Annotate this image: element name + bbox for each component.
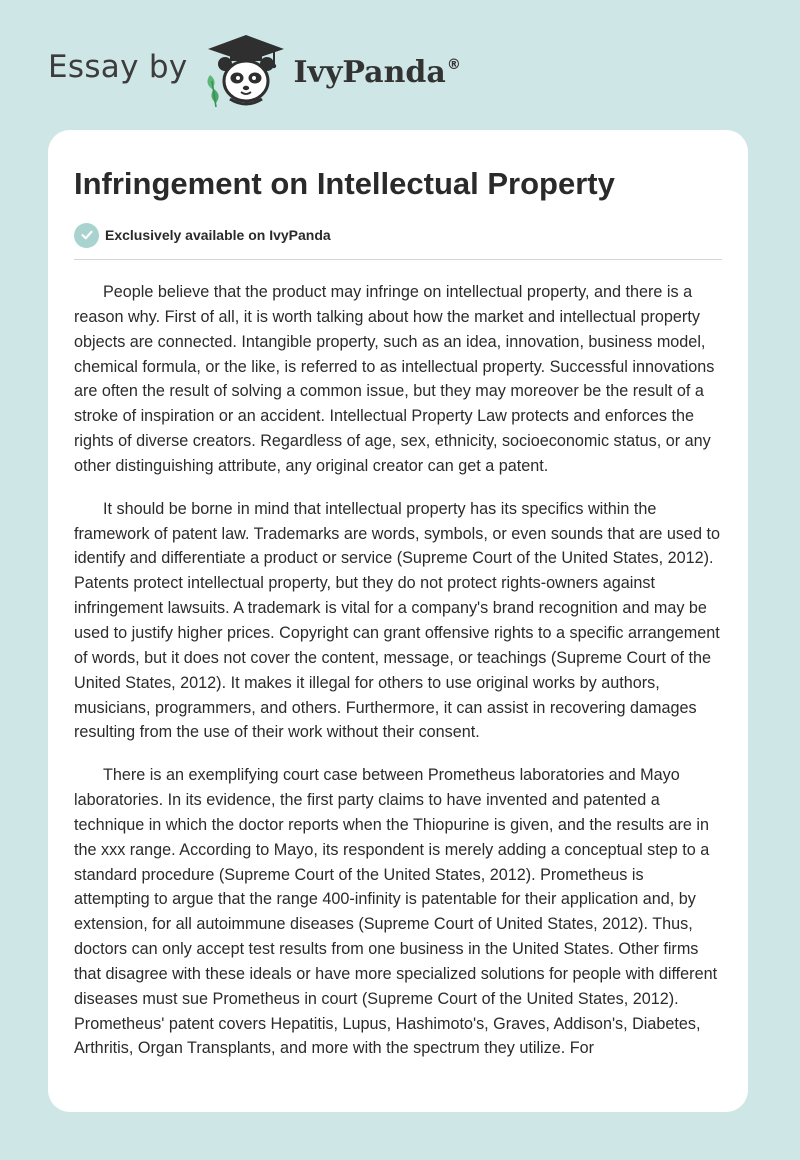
title-divider xyxy=(74,259,722,260)
check-icon xyxy=(74,223,99,248)
essay-body xyxy=(74,280,722,1061)
panda-logo-icon[interactable] xyxy=(200,31,292,109)
brand-name: IvyPanda xyxy=(293,54,446,90)
exclusive-label: Exclusively available on IvyPanda xyxy=(105,227,331,243)
ivypanda-brand[interactable] xyxy=(294,55,461,90)
exclusive-badge xyxy=(74,222,722,248)
paragraph-2: It should be borne in mind that intellectual property has its specifics within the framework of patent law. Trademarks are words, symbols, or even sounds that are used to identify and differentiate a product or service (Supreme Court of the United States, 2012). Patents protect intellectual property, but they do not protect rights-owners against infringement lawsuits. A trademark is vital for a company's brand recognition and may be used to justify higher prices. Copyright can grant offensive rights to a specific arrangement of words, but it does not cover the content, message, or teachings (Supreme Court of the United States, 2012). It makes it illegal for others to use original works by authors, musicians, programmers, and others. Furthermore, it can assist in recovering damages resulting from the use of their work without their consent. xyxy=(74,499,721,742)
essay-title: Infringement on Intellectual Property xyxy=(74,166,615,201)
registered-mark: ® xyxy=(446,56,461,73)
essay-card xyxy=(48,130,748,1112)
site-header xyxy=(48,30,461,110)
paragraph-1: People believe that the product may infringe on intellectual property, and there is a reason why. First of all, it is worth talking about how the market and intellectual property objects are connected. Intangible property, such as an idea, innovation, business model, chemical formula, or the like, is referred to as intellectual property. Successful innovations are often the result of solving a common issue, but they may moreover be the result of a stroke of inspiration or an accident. Intellectual Property Law protects and enforces the rights of diverse creators. Regardless of age, sex, ethnicity, socioeconomic status, or any other distinguishing attribute, any original creator can get a patent. xyxy=(74,283,715,475)
paragraph-3: There is an exemplifying court case between Prometheus laboratories and Mayo laboratories. In its evidence, the first party claims to have invented and patented a technique in which the doctor reports when the Thiopurine is given, and the results are in the xxx range. According to Mayo, its respondent is merely adding a conceptual step to a standard procedure (Supreme Court of the United States, 2012). Prometheus is attempting to argue that the range 400-infinity is patentable for their application and, by extension, for all autoimmune diseases (Supreme Court of United States, 2012). Thus, doctors can only accept test results from one business in the United States. Other firms that disagree with these ideals or have more specialized solutions for people with different diseases must sue Prometheus in court (Supreme Court of the United States, 2012). Prometheus' patent covers Hepatitis, Lupus, Hashimoto's, Graves, Addison's, Diabetes, Arthritis, Organ Transplants, and more with the spectrum they utilize. For xyxy=(74,766,718,1058)
essay-by-label: Essay by xyxy=(48,49,188,85)
